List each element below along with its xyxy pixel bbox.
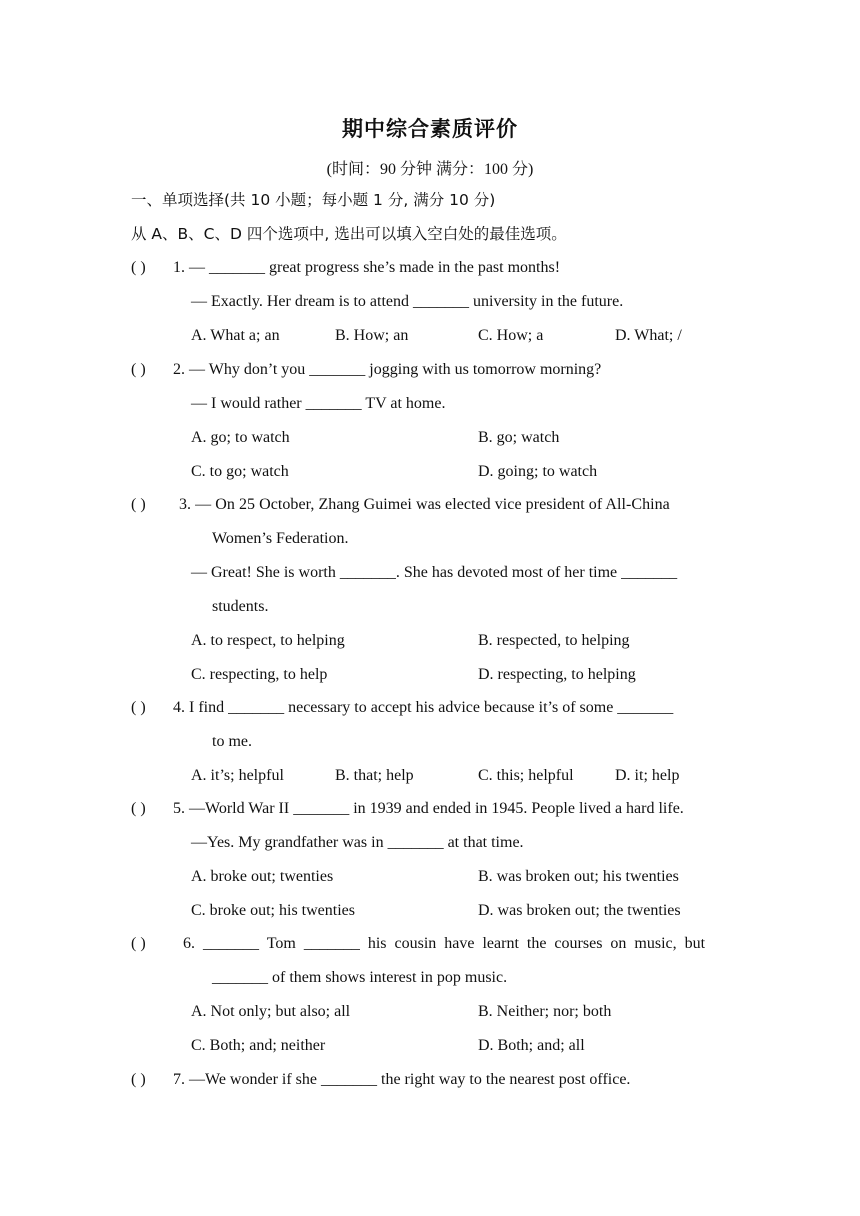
option-d: D. Both; and; all [478,1037,585,1054]
option-b: B. respected, to helping [478,632,630,649]
question-3-reply-continuation: students. [212,598,269,615]
question-text: 5. —World War II _______ in 1939 and ended in 1945. People lived a hard life. [173,800,684,817]
answer-blank[interactable]: ( ) [131,699,146,716]
option-c: C. respecting, to help [191,666,328,683]
answer-blank[interactable]: ( ) [131,496,146,513]
page-title: 期中综合素质评价 [342,117,518,141]
question-6 [131,934,733,954]
answer-blank[interactable]: ( ) [131,1071,146,1088]
question-text: 1. — _______ great progress she’s made in the past months! [173,259,561,276]
question-3-reply: — Great! She is worth _______. She has devoted most of her time _______ [191,564,678,581]
question-3-continuation: Women’s Federation. [212,530,349,547]
option-a: A. to respect, to helping [191,632,345,649]
option-a: A. What a; an [191,327,280,344]
answer-blank[interactable]: ( ) [131,800,146,817]
section-heading: 一、单项选择(共 10 小题；每小题 1 分, 满分 10 分) [131,191,496,209]
option-d: D. it; help [615,767,680,784]
question-4 [131,698,733,718]
option-c: C. to go; watch [191,463,289,480]
option-d: D. respecting, to helping [478,666,636,683]
question-3 [131,495,733,515]
question-7 [131,1070,733,1090]
option-c: C. broke out; his twenties [191,902,355,919]
option-b: B. Neither; nor; both [478,1003,612,1020]
question-5 [131,799,733,819]
option-d: D. going; to watch [478,463,598,480]
instruction-text: 从 A、B、C、D 四个选项中, 选出可以填入空白处的最佳选项。 [131,225,567,243]
exam-info: (时间：90 分钟 满分：100 分) [326,161,534,178]
question-2 [131,360,733,380]
question-text: 2. — Why don’t you _______ jogging with us tomorrow morning? [173,361,602,378]
option-b: B. was broken out; his twenties [478,868,679,885]
question-text: 4. I find _______ necessary to accept his advice because it’s of some _______ [173,699,674,716]
option-b: B. How; an [335,327,409,344]
option-a: A. it’s; helpful [191,767,284,784]
answer-blank[interactable]: ( ) [131,361,146,378]
question-text: 7. —We wonder if she _______ the right way to the nearest post office. [173,1071,631,1088]
question-4-continuation: to me. [212,733,252,750]
option-c: C. How; a [478,327,544,344]
option-d: D. was broken out; the twenties [478,902,681,919]
option-c: C. this; helpful [478,767,574,784]
answer-blank[interactable]: ( ) [131,935,146,952]
question-text: 6. _______ Tom _______ his cousin have learnt the courses on music, but [183,935,706,952]
question-2-reply: — I would rather _______ TV at home. [191,395,446,412]
answer-blank[interactable]: ( ) [131,259,146,276]
option-c: C. Both; and; neither [191,1037,326,1054]
question-text: 3. — On 25 October, Zhang Guimei was elected vice president of All-China [179,496,670,513]
question-1-reply: — Exactly. Her dream is to attend _______ university in the future. [191,293,624,310]
option-a: A. go; to watch [191,429,290,446]
option-a: A. Not only; but also; all [191,1003,351,1020]
question-5-reply: —Yes. My grandfather was in _______ at that time. [191,834,524,851]
option-a: A. broke out; twenties [191,868,334,885]
question-1 [131,258,733,278]
option-b: B. go; watch [478,429,560,446]
question-6-continuation: _______ of them shows interest in pop music. [212,969,508,986]
option-d: D. What; / [615,327,682,344]
option-b: B. that; help [335,767,414,784]
